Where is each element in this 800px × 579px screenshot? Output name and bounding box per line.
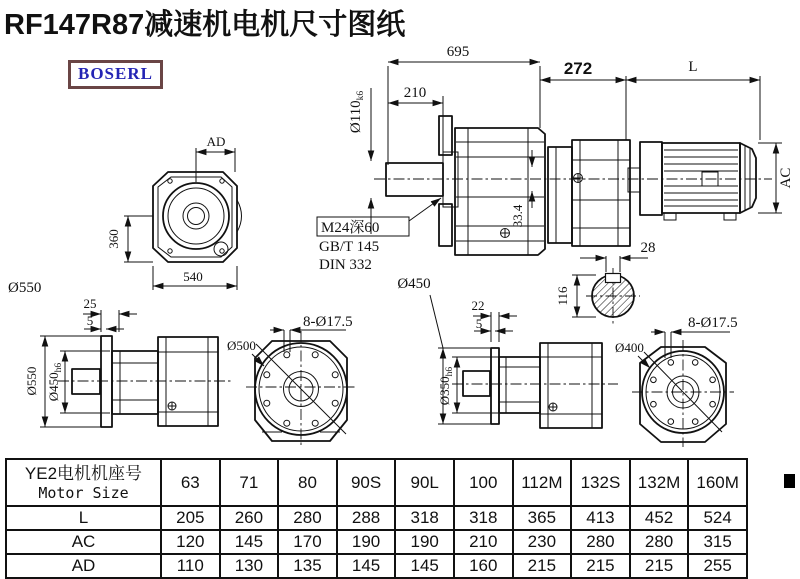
table-cell: 210 bbox=[454, 530, 513, 554]
motor-size-column: 100 bbox=[454, 459, 513, 506]
table-cell: 190 bbox=[395, 530, 454, 554]
table-cell: 215 bbox=[571, 554, 630, 578]
dim-AC: AC bbox=[778, 167, 794, 189]
table-cell: 110 bbox=[161, 554, 220, 578]
dim-116: 116 bbox=[555, 286, 570, 306]
bottom-side-view-450 bbox=[397, 276, 618, 428]
label-shaft-diameter: $Ø110_{k6}$ bbox=[348, 90, 366, 134]
shaft-cross-section bbox=[555, 240, 656, 324]
bolt-symbol bbox=[501, 229, 510, 238]
row-label: AC bbox=[6, 530, 161, 554]
dim-28: 28 bbox=[640, 240, 656, 256]
dim-5b: 5 bbox=[475, 316, 483, 331]
table-cell: 190 bbox=[337, 530, 396, 554]
table-cell: 280 bbox=[630, 530, 689, 554]
dim-22: 22 bbox=[471, 298, 485, 313]
dim-272: 272 bbox=[563, 59, 593, 78]
motor-size-column: 63 bbox=[161, 459, 220, 506]
table-row bbox=[6, 554, 747, 578]
dim-L: L bbox=[688, 59, 698, 75]
motor-size-column: 132M bbox=[630, 459, 689, 506]
motor-size-column: 112M bbox=[513, 459, 572, 506]
bottom-front-view-500 bbox=[227, 314, 356, 445]
black-marker bbox=[784, 474, 795, 488]
label-o450-mid: Ø450 bbox=[397, 276, 431, 292]
table-cell: 260 bbox=[220, 506, 279, 530]
label-m24: M24深60 bbox=[321, 220, 380, 236]
table-cell: 255 bbox=[688, 554, 747, 578]
table-cell: 315 bbox=[688, 530, 747, 554]
dim-540: 540 bbox=[183, 269, 203, 284]
label-din332: DIN 332 bbox=[319, 257, 372, 273]
table-row bbox=[6, 530, 747, 554]
table-cell: 280 bbox=[278, 506, 337, 530]
table-cell: 130 bbox=[220, 554, 279, 578]
dim-25: 25 bbox=[83, 296, 97, 311]
table-cell: 135 bbox=[278, 554, 337, 578]
table-cell: 524 bbox=[688, 506, 747, 530]
table-cell: 145 bbox=[220, 530, 279, 554]
top-dimension-chain bbox=[388, 44, 760, 165]
bottom-side-view-550 bbox=[24, 296, 232, 427]
dim-AD: AD bbox=[206, 134, 226, 149]
label-gbt145: GB/T 145 bbox=[319, 239, 380, 255]
table-cell: 215 bbox=[630, 554, 689, 578]
table-cell: 280 bbox=[571, 530, 630, 554]
motor-size-column: 160M bbox=[688, 459, 747, 506]
table-header-cn: YE2电机机座号 bbox=[24, 463, 143, 483]
dim-33-4: 33.4 bbox=[510, 204, 525, 228]
label-o500: Ø500 bbox=[227, 338, 256, 353]
motor-size-column: 80 bbox=[278, 459, 337, 506]
table-cell: 145 bbox=[337, 554, 396, 578]
motor-size-column: 71 bbox=[220, 459, 279, 506]
dim-5a: 5 bbox=[86, 313, 94, 328]
row-label: L bbox=[6, 506, 161, 530]
dim-695: 695 bbox=[446, 44, 470, 60]
label-o550-b1: Ø550 bbox=[24, 366, 39, 396]
motor-size-table bbox=[5, 458, 748, 579]
label-o400: Ø400 bbox=[615, 340, 644, 355]
table-cell: 170 bbox=[278, 530, 337, 554]
label-8o17-b4: 8-Ø17.5 bbox=[688, 315, 738, 331]
dim-210: 210 bbox=[403, 85, 427, 101]
table-cell: 215 bbox=[513, 554, 572, 578]
page-title: RF147R87减速机电机尺寸图纸 bbox=[4, 9, 406, 41]
table-header-cell bbox=[6, 459, 161, 506]
side-view-gearbox-motor bbox=[317, 88, 794, 273]
dim-360: 360 bbox=[106, 229, 121, 249]
boserl-logo-text: BOSERL bbox=[78, 64, 153, 83]
motor-size-column: 132S bbox=[571, 459, 630, 506]
table-cell: 160 bbox=[454, 554, 513, 578]
table-cell: 230 bbox=[513, 530, 572, 554]
table-cell: 120 bbox=[161, 530, 220, 554]
front-view-gearbox bbox=[8, 134, 242, 296]
table-cell: 413 bbox=[571, 506, 630, 530]
label-o450h6-b1: $Ø450_{h6}$ bbox=[46, 362, 64, 402]
table-cell: 205 bbox=[161, 506, 220, 530]
label-o550-left: Ø550 bbox=[8, 280, 42, 296]
bolt-symbol bbox=[574, 174, 583, 183]
table-cell: 452 bbox=[630, 506, 689, 530]
table-cell: 288 bbox=[337, 506, 396, 530]
row-label: AD bbox=[6, 554, 161, 578]
bottom-front-view-400 bbox=[615, 315, 738, 447]
table-cell: 318 bbox=[395, 506, 454, 530]
label-o350h6: $Ø350_{h6}$ bbox=[437, 366, 455, 406]
table-cell: 318 bbox=[454, 506, 513, 530]
label-8o17-b2: 8-Ø17.5 bbox=[303, 314, 353, 330]
motor-size-column: 90S bbox=[337, 459, 396, 506]
motor-size-column: 90L bbox=[395, 459, 454, 506]
table-header-en: Motor Size bbox=[38, 483, 129, 502]
table-row bbox=[6, 506, 747, 530]
table-cell: 365 bbox=[513, 506, 572, 530]
table-cell: 145 bbox=[395, 554, 454, 578]
